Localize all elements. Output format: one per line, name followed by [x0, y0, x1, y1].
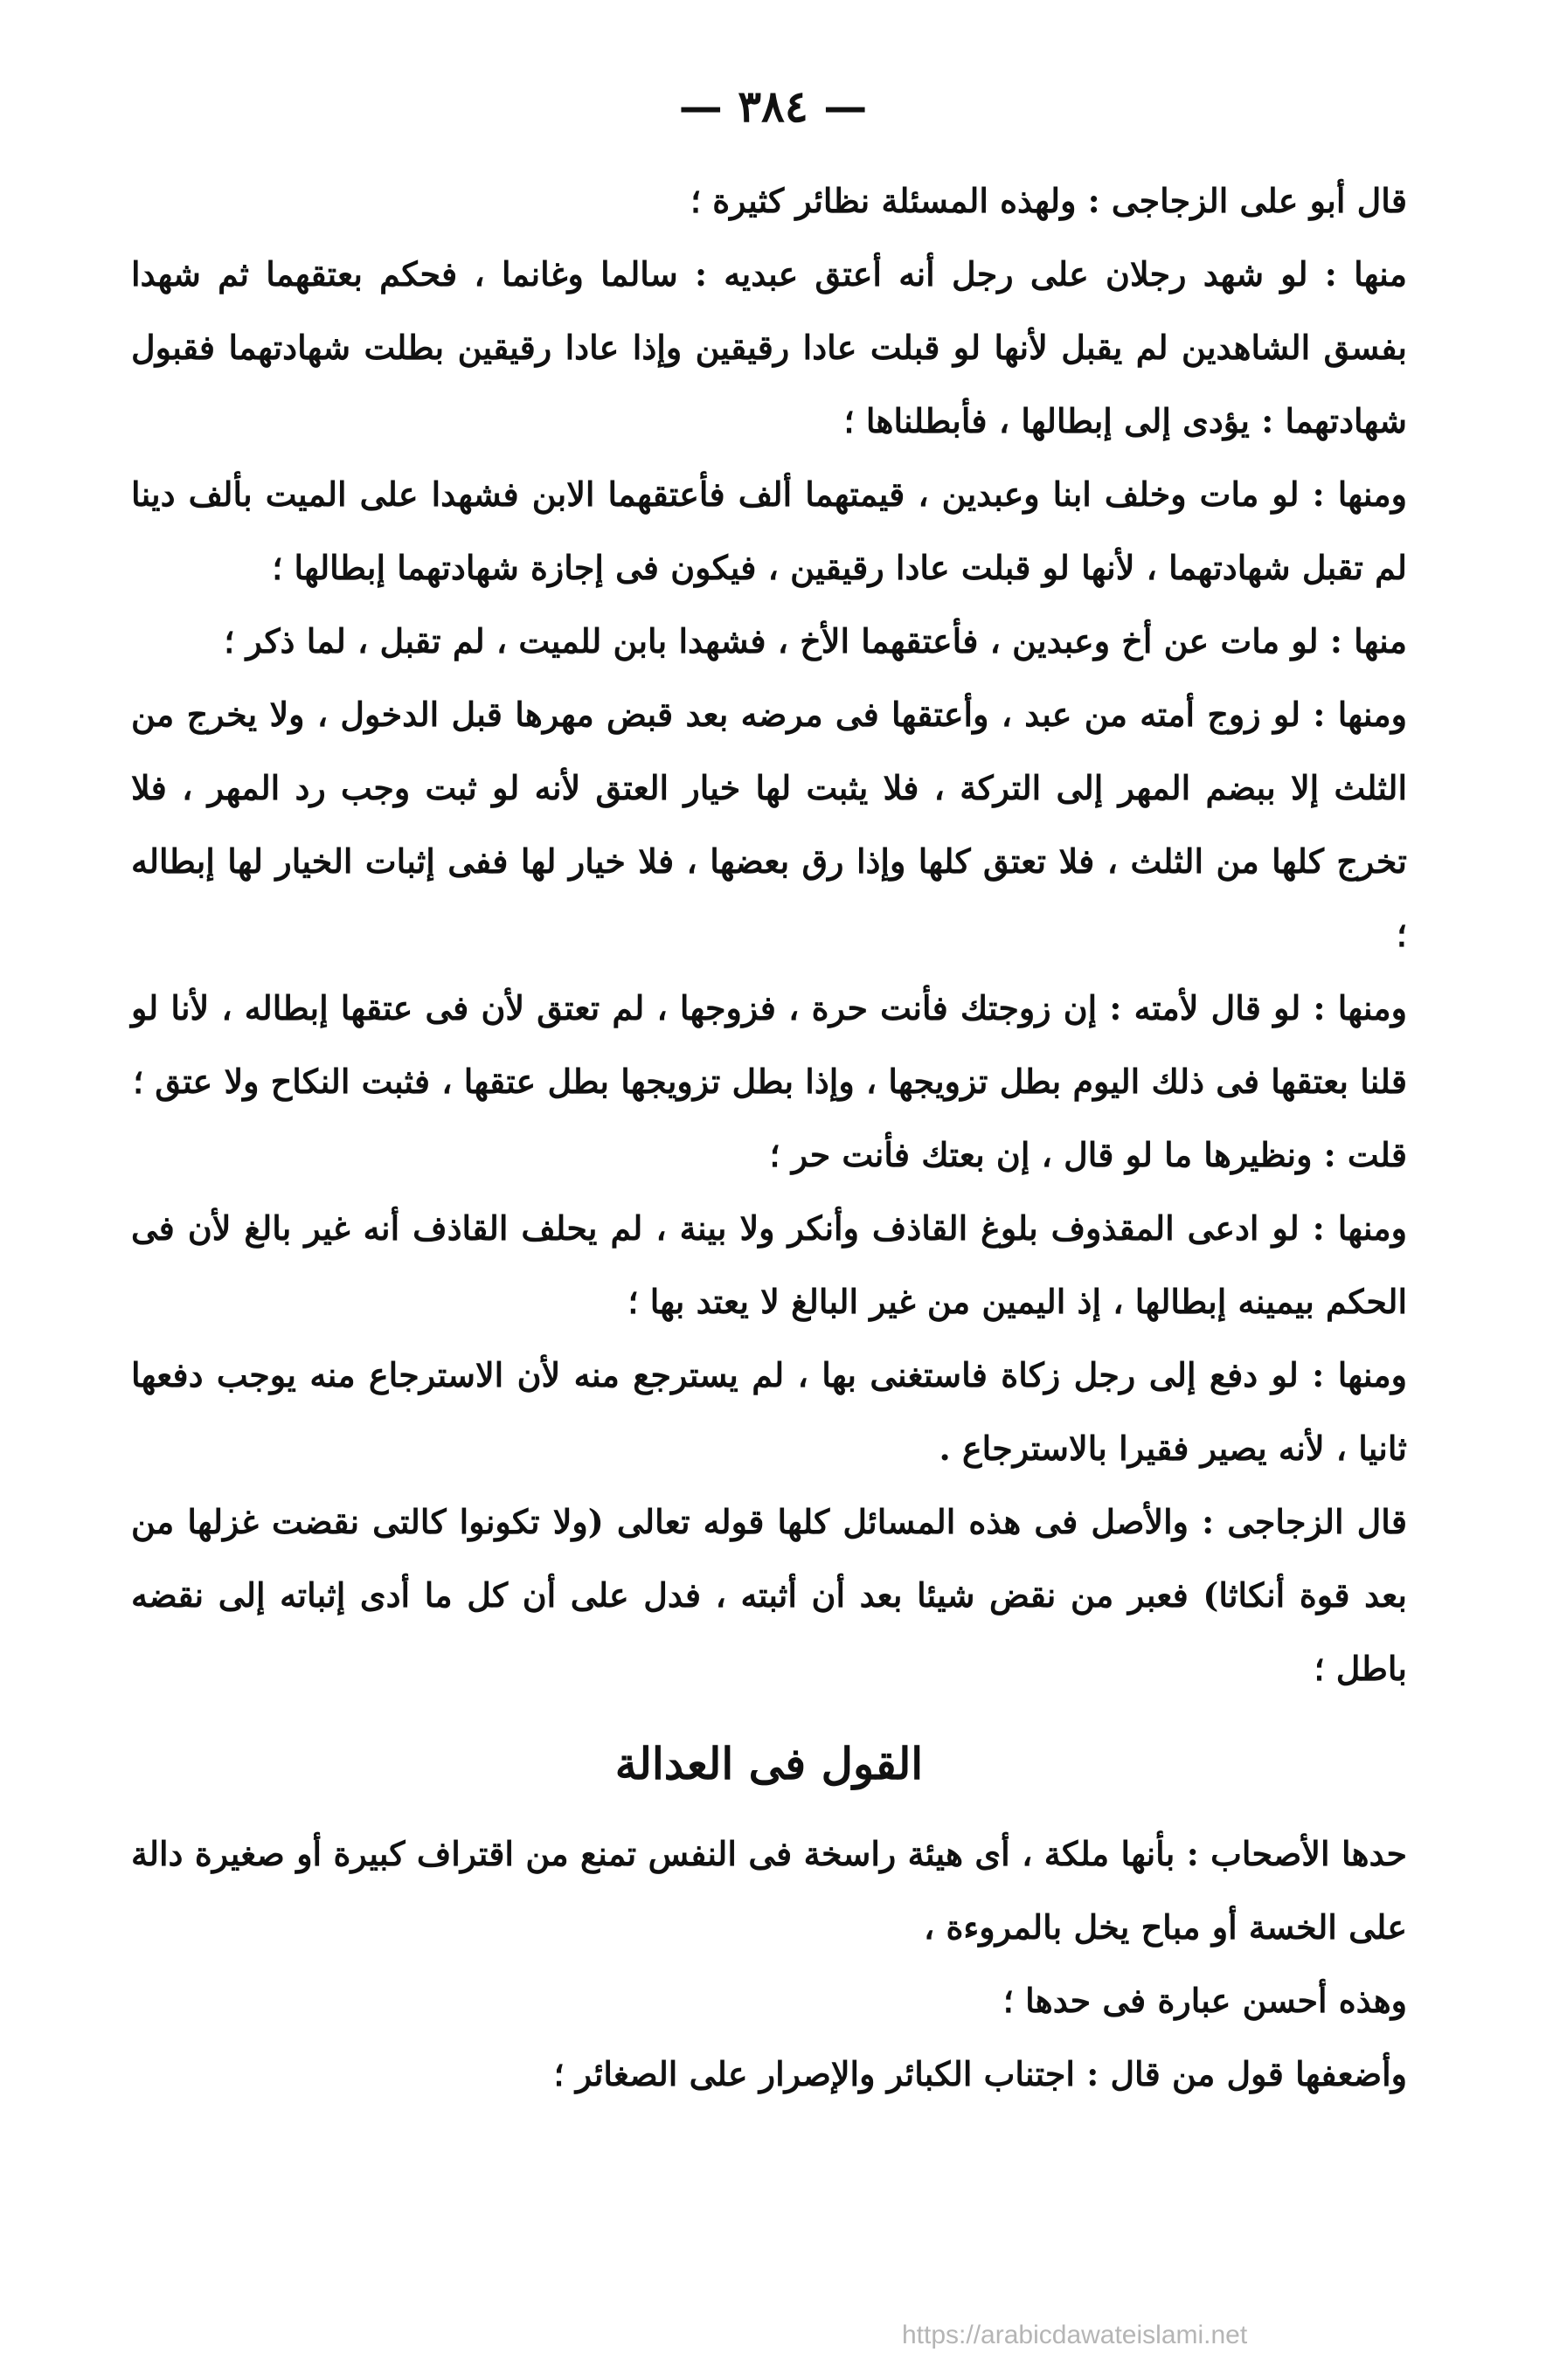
section-paragraph-definition: حدها الأصحاب : بأنها ملكة ، أى هيئة راسخة فى النفس تمنع من اقتراف كبيرة أو صغيرة دالة على الخسة أو مباح يخل بالمروءة ، — [131, 1834, 1407, 1947]
paragraph-example-3: منها : لو مات عن أخ وعبدين ، فأعتقهما الأخ ، فشهدا بابن للميت ، لم تقبل ، لما ذكر ؛ — [224, 621, 1407, 661]
paragraph-note: قلت : ونظيرها ما لو قال ، إن بعتك فأنت حر ؛ — [769, 1135, 1407, 1174]
paragraph-example-1: منها : لو شهد رجلان على رجل أنه أعتق عبديه : سالما وغانما ، فحكم بعتقهما ثم شهدا بفسق الشاهدين لم يقبل لأنها لو قبلت عادا رقيقين وإذا عادا رقيقين بطلت شهادتهما فقبول شهادتهما : يؤدى إلى إبطالها ، فأبطلناها ؛ — [131, 254, 1407, 440]
paragraph-example-2: ومنها : لو مات وخلف ابنا وعبدين ، قيمتهما ألف فأعتقهما الابن فشهدا على الميت بألف دينا لم تقبل شهادتهما ، لأنها لو قبلت عادا رقيقين ، فيكون فى إجازة شهادتهما إبطالها ؛ — [131, 474, 1407, 587]
paragraph-example-4: ومنها : لو زوج أمته من عبد ، وأعتقها فى مرضه بعد قبض مهرها قبل الدخول ، ولا يخرج من الثلث إلا ببضم المهر إلى التركة ، فلا يثبت لها خيار العتق لأنه لو ثبت وجب رد المهر ، فلا تخرج كلها من الثلث ، فلا تعتق كلها وإذا رق بعضها ، فلا خيار لها ففى إثبات الخيار لها إبطاله ؛ — [131, 695, 1407, 954]
page-number: — ٣٨٤ — — [678, 80, 868, 132]
paragraph-conclusion: قال الزجاجى : والأصل فى هذه المسائل كلها قوله تعالى (ولا تكونوا كالتى نقضت غزلها من بعد قوة أنكاثا) فعبر من نقض شيئا بعد أن أثبته ، فدل على أن كل ما أدى إثباته إلى نقضه باطل ؛ — [131, 1502, 1407, 1688]
watermark-url: https://arabicdawateislami.net — [902, 2321, 1248, 2349]
paragraph-example-6: ومنها : لو ادعى المقذوف بلوغ القاذف وأنكر ولا بينة ، لم يحلف القاذف أنه غير بالغ لأن فى الحكم بيمينه إبطالها ، إذ اليمين من غير البالغ لا يعتد بها ؛ — [131, 1208, 1407, 1321]
section-paragraph-weakest: وأضعفها قول من قال : اجتناب الكبائر والإصرار على الصغائر ؛ — [553, 2054, 1407, 2093]
paragraph-example-5: ومنها : لو قال لأمته : إن زوجتك فأنت حرة ، فزوجها ، لم تعتق لأن فى عتقها إبطاله ، لأنا لو قلنا بعتقها فى ذلك اليوم بطل تزويجها ، وإذا بطل تزويجها بطل عتقها ، فثبت النكاح ولا عتق ؛ — [131, 988, 1407, 1101]
paragraph-intro: قال أبو على الزجاجى : ولهذه المسئلة نظائر كثيرة ؛ — [690, 181, 1407, 220]
paragraph-example-7: ومنها : لو دفع إلى رجل زكاة فاستغنى بها ، لم يسترجع منه لأن الاسترجاع منه يوجب دفعها ثانيا ، لأنه يصير فقيرا بالاسترجاع . — [131, 1355, 1407, 1468]
page-body — [131, 164, 1407, 2111]
section-heading: القول فى العدالة — [614, 1738, 924, 1789]
section-paragraph-best: وهذه أحسن عبارة فى حدها ؛ — [1002, 1981, 1407, 2020]
